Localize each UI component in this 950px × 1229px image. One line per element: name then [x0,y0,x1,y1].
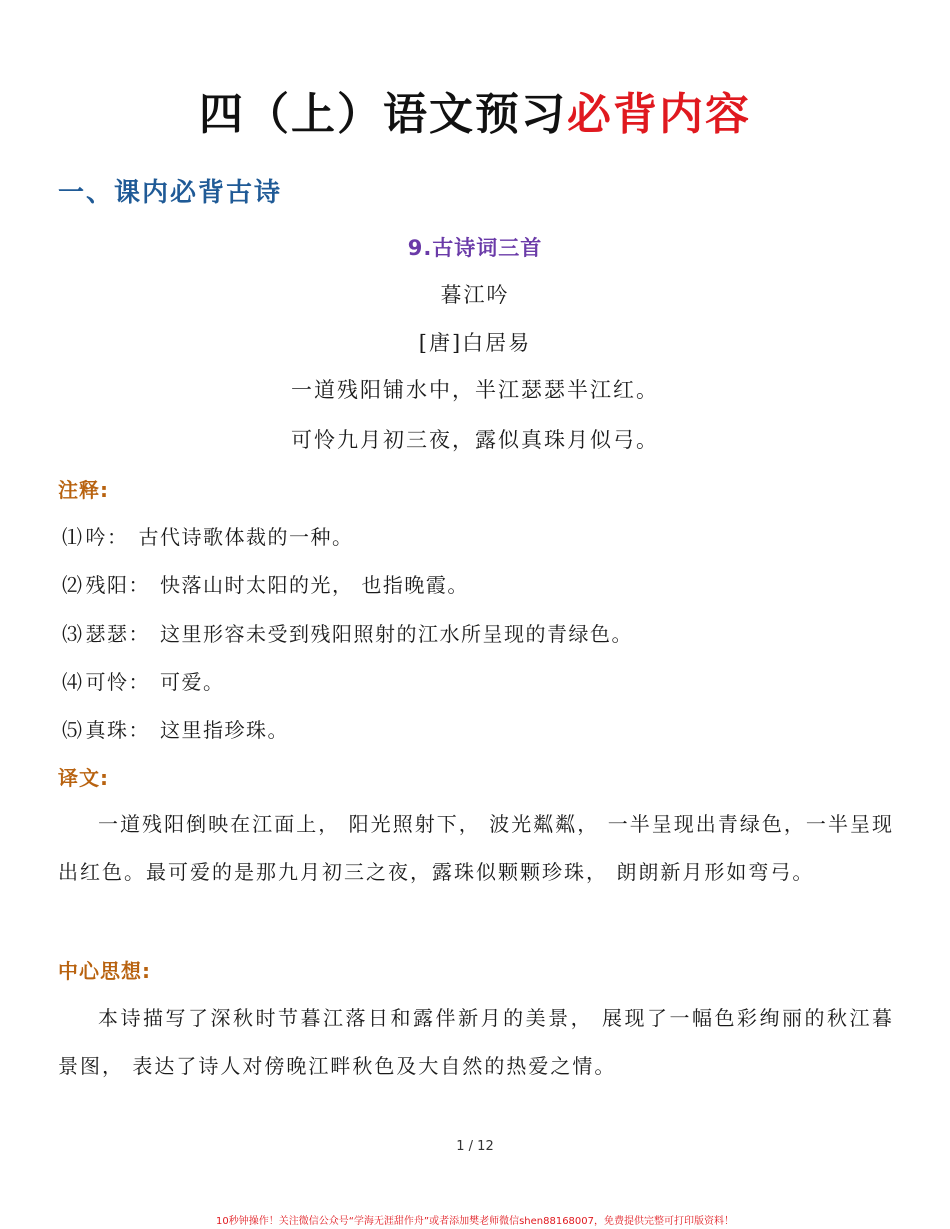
page-title-highlight: 必背内容 [567,89,751,140]
note-term: 可怜： [85,670,150,694]
footer-note: 10秒钟操作！关注微信公众号“学海无涯甜作舟”或者添加樊老师微信shen88168007，免费提供完整可打印版资料！ [215,1216,735,1227]
note-item [62,521,354,550]
note-text: 快落山时太阳的光， 也指晚霞。 [160,573,469,597]
note-term: 真珠： [85,718,150,742]
note-number: ⑸ [62,718,84,742]
note-term: 吟： [85,525,129,549]
poem-name: 暮江吟 [440,283,510,307]
translation-label: 译文: [58,766,109,790]
note-item [62,569,469,598]
note-number: ⑴ [62,525,84,549]
theme-label: 中心思想: [58,959,151,983]
note-number: ⑷ [62,670,84,694]
note-text: 这里形容未受到残阳照射的江水所呈现的青绿色。 [160,622,633,646]
section-heading: 一、课内必背古诗 [58,178,283,208]
poem-line: 一道残阳铺水中，半江瑟瑟半江红。 [291,378,659,402]
page-title-main: 四（上）语文预习 [199,89,567,140]
note-item [62,714,289,743]
note-number: ⑵ [62,573,84,597]
notes-label: 注释: [58,478,109,502]
lesson-title: 9.古诗词三首 [407,236,543,260]
poem-author: [唐]白居易 [418,331,532,355]
note-text: 古代诗歌体裁的一种。 [138,525,354,549]
translation-text: 一道残阳倒映在江面上， 阳光照射下， 波光粼粼， 一半呈现出青绿色，一半呈现出红色。最可爱的是那九月初三之夜，露珠似颗颗珍珠， 朗朗新月形如弯弓。 [58,812,894,884]
note-item [62,618,633,647]
page-title [0,78,950,142]
note-item [62,666,225,695]
note-term: 残阳： [85,573,150,597]
note-text: 可爱。 [160,670,225,694]
note-term: 瑟瑟： [85,622,150,646]
note-text: 这里指珍珠。 [160,718,289,742]
note-number: ⑶ [62,622,84,646]
poem-line: 可怜九月初三夜，露似真珠月似弓。 [291,428,659,452]
page-number: 1 / 12 [456,1139,494,1154]
theme-text: 本诗描写了深秋时节暮江落日和露伴新月的美景， 展现了一幅色彩绚丽的秋江暮景图， 表达了诗人对傍晚江畔秋色及大自然的热爱之情。 [58,1006,894,1078]
